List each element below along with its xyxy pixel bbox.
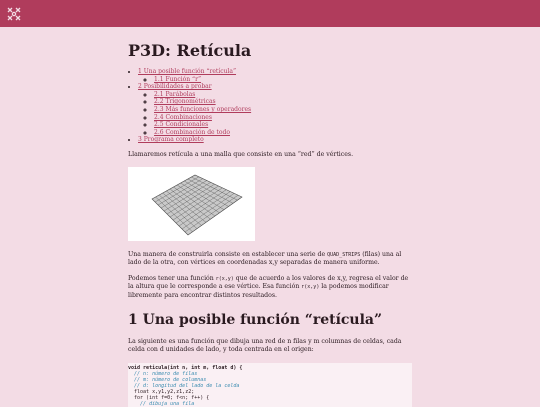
toc-item (138, 136, 412, 144)
grid-mesh-image (128, 167, 255, 241)
toc-item (138, 68, 412, 83)
code-comment: // m: número de columnas (128, 376, 207, 383)
toc-item (154, 114, 412, 122)
code-comment: // d: longitud del lado de la celda (128, 382, 240, 389)
text: Una manera de construirla consiste en establecer una serie de (128, 250, 328, 258)
text: la podemos modificar libremente para encontrar distintos resultados. (128, 283, 389, 299)
toc-link-2-6[interactable]: 2.6 Combinación de todo (154, 128, 230, 136)
table-of-contents (128, 68, 412, 144)
section-heading: 1 Una posible función “retícula” (128, 311, 383, 328)
intro-paragraph: Llamaremos retícula a una malla que consiste en una “red” de vértices. (128, 150, 354, 158)
toc-item (138, 83, 412, 136)
article (128, 40, 412, 407)
section-intro: La siguiente es una función que dibuja una red de n filas y m columnas de celdas, cada celda con d unidades de lado, y toda centrada en el origen: (128, 337, 402, 354)
toc-link-1[interactable]: 1 Una posible función “retícula” (138, 68, 237, 75)
quad-strips-paragraph (128, 251, 412, 268)
toc-item (154, 98, 412, 106)
code-line: void reticula(int n, int m, float d) { (128, 364, 243, 371)
text: (filas) una al lado de la otra, con vértices en coordenadas x,y separadas de manera uniforme. (128, 250, 402, 267)
toc-link-1-1[interactable]: 1.1 Función “r” (154, 75, 202, 83)
function-paragraph (128, 275, 412, 301)
toc-item (154, 91, 412, 99)
toc-item (154, 129, 412, 137)
toc-link-2-3[interactable]: 2.3 Más funciones y operadores (154, 105, 252, 113)
toc-link-2-2[interactable]: 2.2 Trigonométricas (154, 98, 216, 106)
toc-item (154, 121, 412, 129)
toc-link-2[interactable]: 2 Posibilidades a probar (138, 83, 212, 91)
top-bar (0, 0, 540, 27)
inline-code: r(x,y) (301, 284, 320, 291)
inline-code: r(x,y) (215, 275, 234, 282)
pattern-logo-icon[interactable] (6, 6, 22, 22)
toc-item (154, 106, 412, 114)
text: Podemos tener una función (128, 274, 216, 282)
inline-code: QUAD_STRIPS (327, 251, 361, 258)
toc-link-2-5[interactable]: 2.5 Condicionales (154, 121, 209, 129)
code-comment: // dibuja una fila (128, 401, 195, 407)
code-line: float x,y1,y2,z1,z2; (128, 389, 195, 396)
toc-link-2-4[interactable]: 2.4 Combinaciones (154, 113, 212, 121)
toc-link-3[interactable]: 3 Programa completo (138, 136, 204, 144)
code-line: for (int f=0; f<n; f++) { (128, 395, 210, 402)
mesh-illustration (128, 167, 255, 241)
code-block (128, 363, 412, 407)
toc-item (154, 76, 412, 84)
toc-link-2-1[interactable]: 2.1 Parábolas (154, 90, 196, 98)
page-title: P3D: Retícula (128, 41, 252, 60)
code-comment: // n: número de filas (128, 370, 198, 377)
text: que de acuerdo a los valores de x,y, regresa el valor de la altura que le corresponde a ese vértice. Esa función (128, 274, 409, 291)
